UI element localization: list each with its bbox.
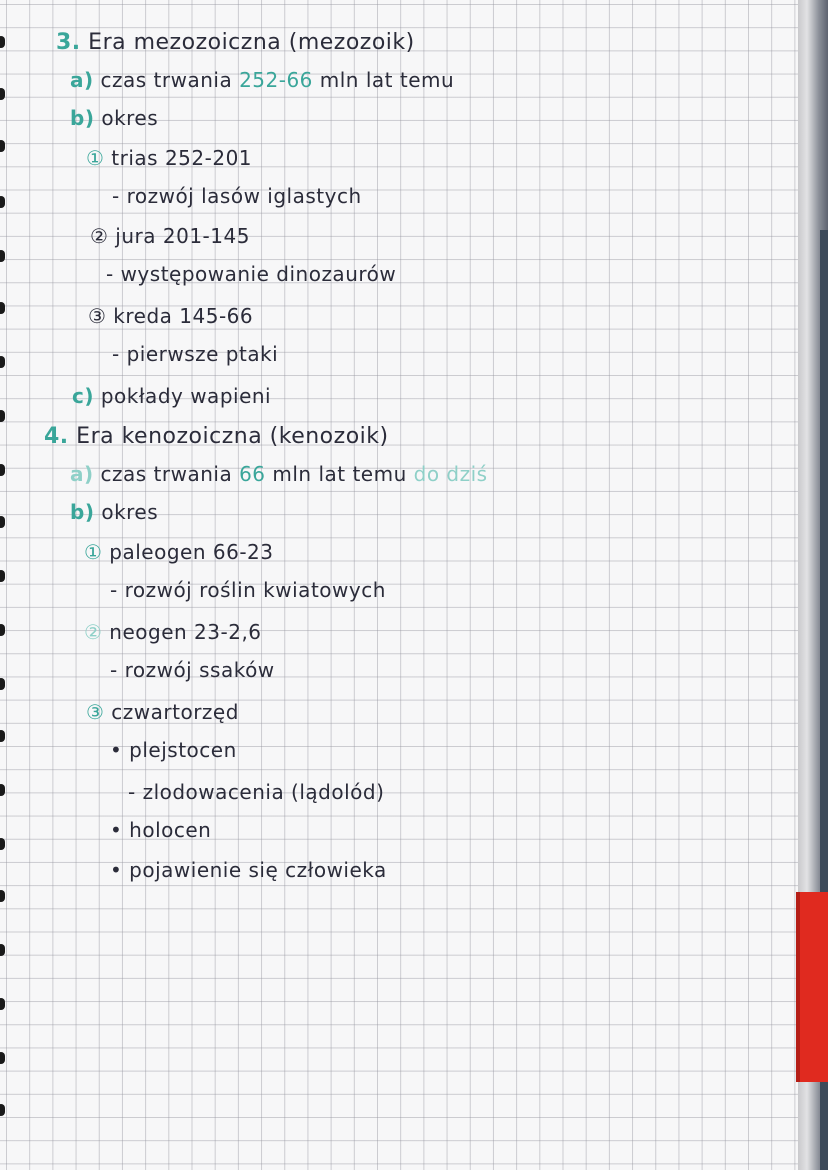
mesozoic-periods-heading: [70, 106, 158, 130]
period-number: ①: [84, 540, 103, 564]
period-paleogene: [84, 540, 274, 564]
epoch-holocene: [110, 818, 211, 842]
item-marker: c): [72, 384, 94, 408]
cenozoic-periods-heading: [70, 500, 158, 524]
section-number: 4.: [44, 424, 69, 449]
note-text: - pierwsze ptaki: [112, 342, 279, 366]
item-label: czas trwania: [100, 68, 233, 92]
section-heading-cenozoic: [44, 424, 389, 449]
pleistocene-note: [128, 780, 384, 804]
epoch-label: • holocen: [110, 818, 212, 842]
period-label: jura 201-145: [115, 224, 250, 248]
note-text: • pojawienie się człowieka: [110, 858, 387, 882]
item-marker: a): [70, 68, 94, 92]
mesozoic-deposits: [72, 384, 271, 408]
period-number: ②: [90, 224, 109, 248]
cenozoic-duration: [70, 462, 488, 486]
section-title: Era mezozoiczna (mezozoik): [88, 30, 415, 55]
item-tail-faint: do dziś: [413, 462, 488, 486]
period-neogene: [84, 620, 262, 644]
note-text: - występowanie dinozaurów: [106, 262, 397, 286]
item-marker: b): [70, 500, 95, 524]
section-heading-mesozoic: [56, 30, 415, 55]
note-text: - rozwój ssaków: [110, 658, 275, 682]
section-title: Era kenozoiczna (kenozoik): [76, 424, 389, 449]
period-label: kreda 145-66: [113, 304, 254, 328]
period-label: czwartorzęd: [111, 700, 239, 724]
period-number: ②: [84, 620, 103, 644]
cretaceous-note: [112, 342, 278, 366]
time-range: 252-66: [239, 68, 313, 92]
note-text: - zlodowacenia (lądolód): [128, 780, 385, 804]
item-label: czas trwania: [100, 462, 233, 486]
item-marker: b): [70, 106, 95, 130]
period-jurassic: [90, 224, 250, 248]
period-cretaceous: [88, 304, 253, 328]
item-label: okres: [101, 106, 159, 130]
holocene-note: [110, 858, 387, 882]
item-tail: mln lat temu: [272, 462, 407, 486]
note-text: - rozwój roślin kwiatowych: [110, 578, 386, 602]
item-tail: mln lat temu: [319, 68, 455, 92]
paleogene-note: [110, 578, 386, 602]
jurassic-note: [106, 262, 396, 286]
triassic-note: [112, 184, 362, 208]
item-label: pokłady wapieni: [100, 384, 272, 408]
time-range: 66: [239, 462, 266, 486]
period-quaternary: [86, 700, 239, 724]
note-text: - rozwój lasów iglastych: [112, 184, 362, 208]
item-label: okres: [101, 500, 159, 524]
neogene-note: [110, 658, 275, 682]
epoch-label: • plejstocen: [110, 738, 237, 762]
period-number: ①: [86, 146, 105, 170]
period-label: neogen 23-2,6: [109, 620, 262, 644]
section-number: 3.: [56, 30, 81, 55]
epoch-pleistocene: [110, 738, 237, 762]
mesozoic-duration: [70, 68, 454, 92]
period-number: ③: [86, 700, 105, 724]
item-marker: a): [70, 462, 94, 486]
period-number: ③: [88, 304, 107, 328]
period-triassic: [86, 146, 252, 170]
period-label: paleogen 66-23: [109, 540, 274, 564]
period-label: trias 252-201: [111, 146, 253, 170]
